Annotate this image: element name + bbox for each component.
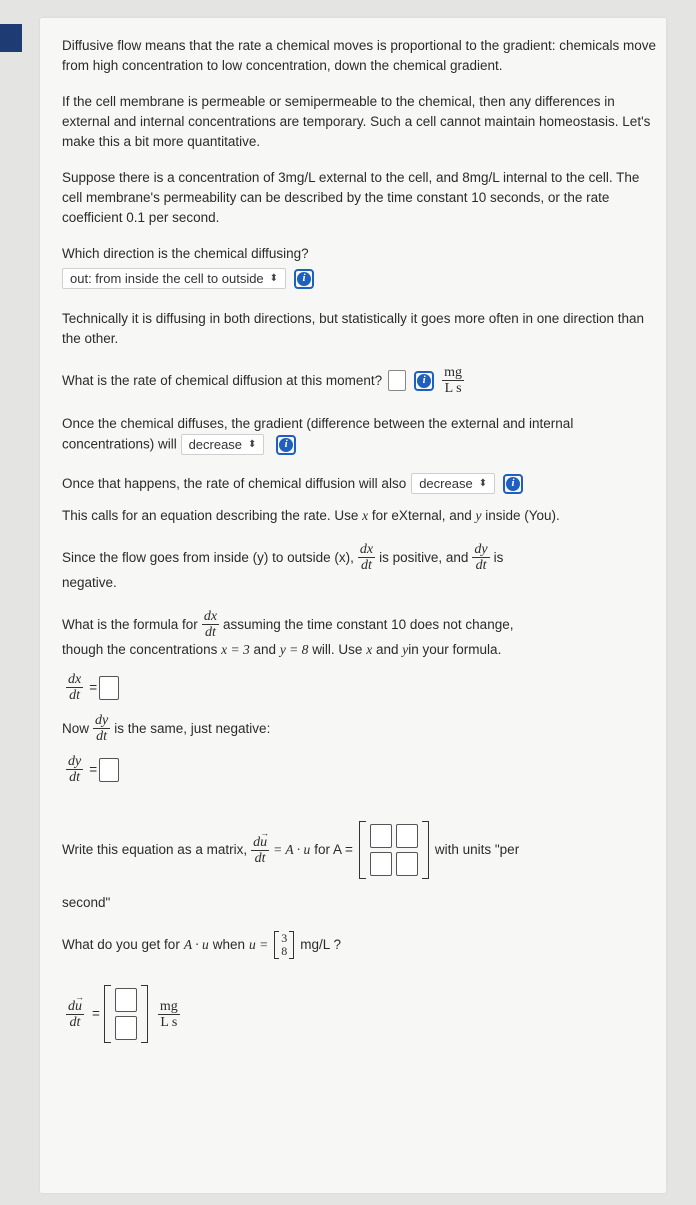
intro-paragraph-3: Suppose there is a concentration of 3mg/L external to the cell, and 8mg/L internal to the cell. The cell membrane's permeability can be described by the time constant 10 seconds, or the rate coefficient 0.1 per second.	[62, 170, 640, 225]
dx-dt-fraction: $\frac{dx}{dt}$	[203, 609, 218, 640]
matrix-a12-input[interactable]	[396, 824, 418, 848]
info-icon[interactable]: i	[294, 269, 314, 289]
result-unit: $\frac{mg}{\text{L s}}$	[159, 998, 178, 1030]
intro-paragraph-2: If the cell membrane is permeable or semipermeable to the chemical, then any differences in external and internal concentrations are temporary. Such a cell cannot maintain homeostasis. Let's make this a bit more quantitative.	[62, 94, 651, 149]
result-v2-input[interactable]	[115, 1016, 137, 1040]
updown-chevron-icon: ⬍	[248, 438, 257, 450]
intro-paragraph-1: Diffusive flow means that the rate a chemical moves is proportional to the gradient: chemicals move from high concentration to low concentration, down the chemical gradient.	[62, 38, 657, 73]
dy-dt-fraction: $\frac{dy}{dt}$	[474, 542, 488, 573]
result-equation: $\frac{d\to u}{dt}$ = $\frac{mg}{\text{L s}}$	[62, 985, 657, 1043]
note-diffusion: Technically it is diffusing in both directions, but statistically it goes more often in one direction than the other.	[62, 311, 645, 346]
matrix-a21-input[interactable]	[370, 852, 392, 876]
gradient-select[interactable]	[181, 434, 265, 455]
updown-chevron-icon: ⬍	[478, 477, 488, 489]
q4-prompt: Once that happens, the rate of chemical diffusion will also	[62, 475, 407, 491]
rate-unit: $\frac{mg}{\text{L s}}$	[444, 365, 463, 396]
matrix-a	[359, 821, 429, 879]
result-vector	[104, 985, 148, 1043]
question-content	[62, 36, 657, 1043]
formula-question: What is the formula for $\frac{dx}{dt}$ assuming the time constant 10 does not change, though the concentrations x = 3 and y = 8 will. Use x and yin your formula.	[62, 609, 514, 657]
rate-change-select-value: decrease	[419, 475, 473, 491]
matrix-a22-input[interactable]	[396, 852, 418, 876]
rate-answer-input[interactable]	[388, 370, 406, 391]
dy-dt-answer-input[interactable]	[99, 758, 119, 782]
vector-u: 3 8	[274, 931, 294, 959]
apply-question: What do you get for A · u when u = 3 8 mg/L ?	[62, 931, 342, 958]
q3-prompt: Once the chemical diffuses, the gradient (difference between the external and internal concentrations) will	[62, 416, 574, 452]
question-card	[40, 18, 666, 1193]
info-icon[interactable]: i	[503, 474, 523, 494]
gradient-select-value: decrease	[188, 436, 243, 452]
q2-prompt: What is the rate of chemical diffusion at this moment?	[62, 372, 383, 388]
eq-intro: This calls for an equation describing the rate. Use x for eXternal, and y inside (You).	[62, 508, 560, 523]
info-icon[interactable]: i	[276, 435, 296, 455]
info-icon[interactable]: i	[414, 371, 434, 391]
side-tab-marker	[0, 24, 22, 52]
dx-dt-fraction: $\frac{dx}{dt}$	[359, 542, 374, 573]
dx-dt-answer-input[interactable]	[99, 676, 119, 700]
flow-statement: Since the flow goes from inside (y) to outside (x), $\frac{dx}{dt}$ is positive, and $\frac{dy}{dt}$ is negative.	[62, 542, 504, 590]
matrix-question: Write this equation as a matrix, $\frac{d\to u}{dt}$ = A · u for A = with units "per second"	[62, 821, 657, 913]
result-v1-input[interactable]	[115, 988, 137, 1012]
updown-chevron-icon: ⬍	[269, 272, 279, 284]
dx-dt-equation: $\frac{dx}{dt}$ =	[62, 672, 657, 703]
direction-select-value: out: from inside the cell to outside	[70, 270, 264, 286]
direction-select[interactable]	[62, 268, 286, 289]
now-statement: Now $\frac{dy}{dt}$ is the same, just negative:	[62, 713, 271, 744]
dy-dt-equation: $\frac{dy}{dt}$ =	[62, 754, 657, 785]
matrix-a11-input[interactable]	[370, 824, 392, 848]
rate-change-select[interactable]	[411, 473, 495, 494]
q1-prompt: Which direction is the chemical diffusing?	[62, 246, 309, 261]
